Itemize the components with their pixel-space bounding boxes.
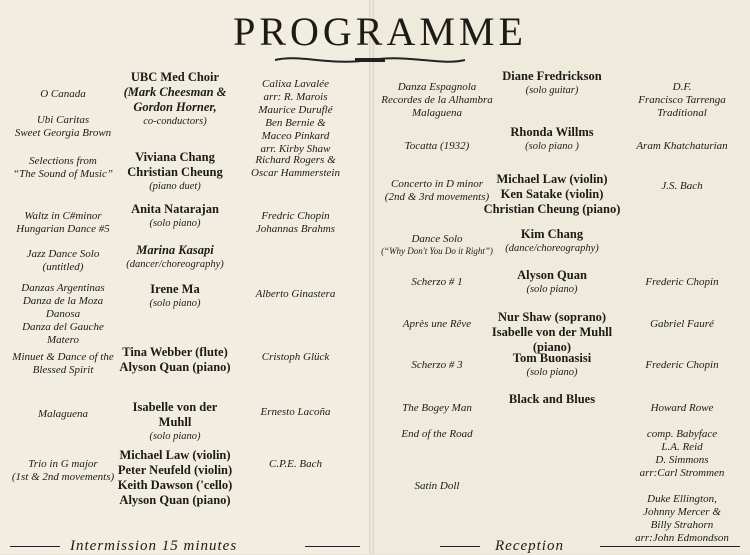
piece-line: Trio in G major [28,458,98,470]
composer-line: Ernesto Lacoña [260,406,331,418]
composer-line: Calixa Lavalée [262,78,329,90]
performer-name: Isabelle von der Muhll (piano) [491,325,613,354]
composer-line: D.F. [672,81,692,93]
piece-line: Danosa [45,308,81,320]
performer-block [478,227,626,255]
composer [620,359,744,372]
performer-name: UBC Med Choir [130,70,220,84]
performer-name: Christian Cheung (piano) [483,202,621,216]
piece-title [8,155,118,181]
composer [620,81,744,120]
composer-line: C.P.E. Bach [269,458,322,470]
composer-line: Maceo Pinkard [261,130,330,142]
composer-line: Frederic Chopin [645,359,719,371]
performer-note: (piano duet) [149,181,201,192]
performer-name: Kim Chang [520,227,584,241]
composer-line: Fredric Chopin [261,210,330,222]
performer-block [115,282,235,310]
piece-line: Satin Doll [414,480,460,492]
performer-name: Black and Blues [508,392,596,406]
piece-title [8,458,118,484]
performer-block [478,351,626,379]
intermission-text: Intermission 15 minutes [70,538,238,554]
piece-line: Hungarian Dance #5 [16,223,110,235]
composer [620,318,744,331]
piece-title [8,282,118,347]
composer-line: Frederic Chopin [645,276,719,288]
piece-line [378,454,496,467]
composer-line: Gabriel Fauré [650,318,714,330]
composer [620,180,744,193]
performer-name: Ken Satake (violin) [500,187,604,201]
performer-note: (solo piano) [526,367,578,378]
composer-line: Cristoph Glück [261,351,330,363]
piece-title [8,248,118,274]
performer-name: Isabelle von der Muhll [132,400,218,429]
composer [620,140,744,153]
piece-line [8,101,118,114]
piece-line: (2nd & 3rd movements) [384,191,490,203]
performer-name: (Mark Cheesman & [123,85,227,99]
piece-line: O Canada [40,88,86,100]
piece-line: Recordes de la Alhambra [381,94,493,106]
title-flourish [270,52,470,68]
piece-line [378,467,496,480]
piece-title [378,402,496,493]
composer-line: Aram Khatchaturian [636,140,728,152]
performer-note: (dancer/choreography) [126,259,224,270]
composer [238,78,353,156]
composer-line: Ben Bernie & [265,117,326,129]
piece-line: Danza de la Moza [22,295,104,307]
composer-line: arr:Carl Strommen [639,467,725,479]
performer-note: co-conductors) [143,116,207,127]
performer-block [115,345,235,375]
footer-rule-right-b [600,546,740,547]
programme-title: PROGRAMME [233,9,527,54]
performer-note: (dance/choreography) [505,243,599,254]
piece-line: Danza del Gauche [22,321,104,333]
composer [238,406,353,419]
composer-line: Johannas Brahms [255,223,336,235]
piece-title [8,88,118,140]
composer [238,210,353,236]
piece-line: Ubi Caritas [36,114,90,126]
composer-line: Johnny Mercer & [643,506,721,518]
composer [238,154,353,180]
composer-line: arr: R. Marois [263,91,328,103]
piece-line: Après une Rêve [402,318,472,330]
performer-block [115,243,235,271]
piece-line: Blessed Spirit [32,364,94,376]
composer-line: Maurice Duruflé [258,104,333,116]
performer-name: Nur Shaw (soprano) [497,310,607,324]
performer-block [115,70,235,128]
piece-line: The Bogey Man [402,402,472,414]
reception-text: Reception [495,538,564,554]
composer-line: arr. Kirby Shaw [260,143,331,155]
performer-name: Tina Webber (flute) [122,345,228,359]
composer [238,458,353,471]
performer-note: (solo piano) [526,284,578,295]
piece-title [8,351,118,377]
piece-line: “The Sound of Music” [13,168,113,180]
composer-line: D. Simmons [655,454,709,466]
performer-block [115,150,235,193]
performer-name: Viviana Chang [135,150,215,164]
footer-rule-left-a [10,546,60,547]
footer-rule-left-b [305,546,360,547]
performer-name: Peter Neufeld (violin) [117,463,233,477]
performer-name: Keith Dawson ('cello) [117,478,233,492]
composer-line: Billy Strahorn [650,519,714,531]
performer-name: Anita Natarajan [131,202,219,216]
performer-block [478,69,626,97]
performer-block [478,125,626,153]
piece-line: End of the Road [401,428,473,440]
composer [238,351,353,364]
composer [620,402,744,545]
performer-block [478,392,626,407]
composer-line: Duke Ellington, [647,493,717,505]
piece-line: (“Why Don't You Do it Right”) [381,246,493,256]
composer-line: L.A. Reid [661,441,703,453]
piece-line: Tocatta (1932) [404,140,470,152]
performer-name: Alyson Quan [517,268,587,282]
composer-line: Traditional [657,107,707,119]
piece-line: Danzas Argentinas [21,282,105,294]
piece-title [8,408,118,421]
composer-line: Howard Rowe [650,402,714,414]
piece-title [8,210,118,236]
performer-block [478,268,626,296]
piece-line: Danza Espagnola [397,81,477,93]
piece-line [378,441,496,454]
composer-line [620,415,744,428]
piece-line: Waltz in C#minor [24,210,102,222]
composer-line: arr:John Edmondson [635,532,729,544]
composer-line: Alberto Ginastera [255,288,336,300]
composer-line: comp. Babyface [646,428,718,440]
piece-line: Jazz Dance Solo [26,248,100,260]
performer-block [115,448,235,508]
performer-block [115,400,235,443]
performer-note: (solo piano) [149,218,201,229]
composer [620,276,744,289]
piece-line [378,415,496,428]
composer-line [620,480,744,493]
performer-note: (solo piano) [149,431,201,442]
composer [238,288,353,301]
piece-line: (1st & 2nd movements) [11,471,115,483]
piece-line: Malaguena [37,408,89,420]
performer-block [478,172,626,217]
performer-note: (solo guitar) [525,85,579,96]
piece-line: Scherzo # 3 [411,359,463,371]
performer-name: Alyson Quan (piano) [119,493,231,507]
piece-line: Malaguena [411,107,463,119]
performer-name: Christian Cheung [127,165,223,179]
piece-line: Selections from [29,155,97,167]
composer-line: Oscar Hammerstein [251,167,340,179]
performer-name: Diane Fredrickson [502,69,602,83]
composer-line: J.S. Bach [661,180,703,192]
performer-name: Rhonda Willms [510,125,594,139]
performer-block [115,202,235,230]
page-fold [369,0,374,554]
piece-line: (untitled) [42,261,84,273]
footer-rule-right-a [440,546,480,547]
performer-name: Tom Buonasisi [512,351,592,365]
piece-line: Minuet & Dance of the [12,351,114,363]
performer-block [478,310,626,355]
performer-name: Alyson Quan (piano) [119,360,231,374]
performer-name: Marina Kasapi [136,243,214,257]
composer-line: Francisco Tarrenga [638,94,726,106]
piece-line: Sweet Georgia Brown [14,127,112,139]
composer-line: Richard Rogers & [255,154,336,166]
piece-line: Scherzo # 1 [411,276,463,288]
piece-line: Concerto in D minor [391,178,483,190]
performer-name: Michael Law (violin) [496,172,608,186]
piece-line: Matero [47,334,79,346]
performer-note: (solo piano ) [525,141,579,152]
performer-name: Irene Ma [150,282,200,296]
piece-line: Dance Solo [411,233,463,245]
performer-note: (solo piano) [149,298,201,309]
performer-name: Gordon Horner, [133,100,217,114]
performer-name: Michael Law (violin) [119,448,231,462]
